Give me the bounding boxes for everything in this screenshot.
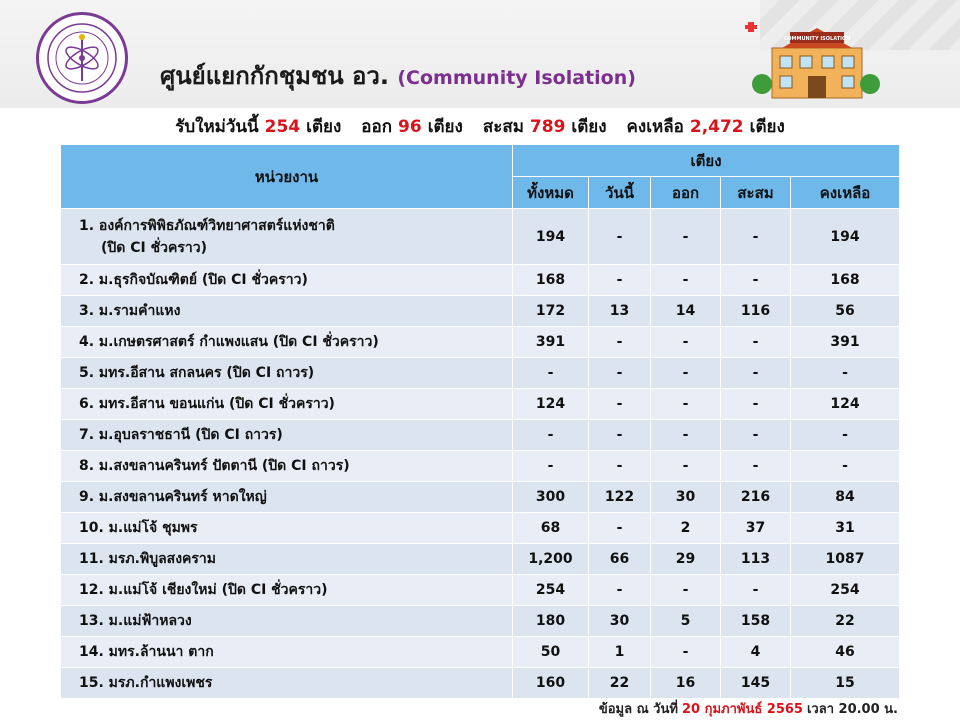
- table-row: [61, 606, 900, 637]
- table-row: [61, 513, 900, 544]
- cell-remain: 22: [791, 606, 900, 637]
- cell-remain: 168: [791, 265, 900, 296]
- cell-cum: -: [721, 451, 791, 482]
- cell-remain: 254: [791, 575, 900, 606]
- cell-today: -: [589, 451, 651, 482]
- header-out: ออก: [651, 177, 721, 209]
- cell-out: 14: [651, 296, 721, 327]
- cell-today: -: [589, 389, 651, 420]
- cell-remain: 391: [791, 327, 900, 358]
- cell-today: 1: [589, 637, 651, 668]
- cell-cum: -: [721, 358, 791, 389]
- page-title: [160, 56, 636, 94]
- cell-today: -: [589, 358, 651, 389]
- cell-total: -: [513, 451, 589, 482]
- cell-cum: 145: [721, 668, 791, 699]
- cell-today: -: [589, 575, 651, 606]
- cell-today: -: [589, 513, 651, 544]
- cell-remain: 194: [791, 209, 900, 265]
- cell-today: -: [589, 209, 651, 265]
- cell-today: -: [589, 265, 651, 296]
- summary-new: รับใหม่วันนี้ 254 เตียง: [175, 116, 342, 137]
- cell-remain: 46: [791, 637, 900, 668]
- cell-out: -: [651, 637, 721, 668]
- cell-out: -: [651, 420, 721, 451]
- cell-remain: 56: [791, 296, 900, 327]
- cell-cum: -: [721, 265, 791, 296]
- cell-cum: 158: [721, 606, 791, 637]
- cell-out: -: [651, 327, 721, 358]
- building-sign-text: COMMUNITY ISOLATION: [783, 36, 851, 42]
- cell-remain: 15: [791, 668, 900, 699]
- cell-out: 16: [651, 668, 721, 699]
- cell-out: 2: [651, 513, 721, 544]
- unit-name-cell: 8. ม.สงขลานครินทร์ ปัตตานี (ปิด CI ถาวร): [61, 451, 513, 482]
- unit-name-cell: 3. ม.รามคำแหง: [61, 296, 513, 327]
- cell-total: -: [513, 420, 589, 451]
- cell-today: 13: [589, 296, 651, 327]
- table-row: [61, 327, 900, 358]
- summary-bar: [62, 108, 898, 144]
- header-today: วันนี้: [589, 177, 651, 209]
- cell-today: 122: [589, 482, 651, 513]
- data-timestamp: ข้อมูล ณ วันที่ 20 กุมภาพันธ์ 2565 เวลา 20.00 น.: [598, 702, 898, 717]
- unit-name-cell: 14. มทร.ล้านนา ตาก: [61, 637, 513, 668]
- table-row: [61, 358, 900, 389]
- unit-name-cell: 13. ม.แม่ฟ้าหลวง: [61, 606, 513, 637]
- unit-name-cell: 11. มรภ.พิบูลสงคราม: [61, 544, 513, 575]
- cell-remain: 124: [791, 389, 900, 420]
- cell-cum: 216: [721, 482, 791, 513]
- cell-out: -: [651, 209, 721, 265]
- cell-total: 68: [513, 513, 589, 544]
- cell-today: 30: [589, 606, 651, 637]
- cell-cum: -: [721, 327, 791, 358]
- cell-remain: -: [791, 451, 900, 482]
- cell-today: 22: [589, 668, 651, 699]
- cell-out: 5: [651, 606, 721, 637]
- cell-total: 168: [513, 265, 589, 296]
- summary-remaining: คงเหลือ 2,472 เตียง: [626, 116, 785, 137]
- cell-out: -: [651, 451, 721, 482]
- cell-total: -: [513, 358, 589, 389]
- unit-name-cell: 12. ม.แม่โจ้ เชียงใหม่ (ปิด CI ชั่วคราว): [61, 575, 513, 606]
- unit-name-cell: 15. มรภ.กำแพงเพชร: [61, 668, 513, 699]
- cell-remain: -: [791, 358, 900, 389]
- cell-cum: -: [721, 420, 791, 451]
- cell-cum: -: [721, 389, 791, 420]
- header-remaining: คงเหลือ: [791, 177, 900, 209]
- cell-total: 180: [513, 606, 589, 637]
- cell-total: 1,200: [513, 544, 589, 575]
- cell-remain: 1087: [791, 544, 900, 575]
- table-row: [61, 209, 900, 265]
- cell-total: 50: [513, 637, 589, 668]
- table-row: [61, 451, 900, 482]
- cell-cum: 116: [721, 296, 791, 327]
- summary-out: ออก 96 เตียง: [361, 116, 463, 137]
- table-row: [61, 668, 900, 699]
- header-beds: เตียง: [513, 145, 900, 177]
- cell-remain: 31: [791, 513, 900, 544]
- header-total: ทั้งหมด: [513, 177, 589, 209]
- cell-cum: -: [721, 575, 791, 606]
- cell-remain: -: [791, 420, 900, 451]
- table-row: [61, 544, 900, 575]
- unit-name-cell: 6. มทร.อีสาน ขอนแก่น (ปิด CI ชั่วคราว): [61, 389, 513, 420]
- cell-out: -: [651, 389, 721, 420]
- cell-cum: 113: [721, 544, 791, 575]
- cell-total: 391: [513, 327, 589, 358]
- cell-out: 30: [651, 482, 721, 513]
- table-row: [61, 482, 900, 513]
- summary-cumulative: สะสม 789 เตียง: [482, 116, 607, 137]
- table-row: [61, 420, 900, 451]
- unit-name-cell: 4. ม.เกษตรศาสตร์ กำแพงแสน (ปิด CI ชั่วคราว): [61, 327, 513, 358]
- unit-name-cell: 10. ม.แม่โจ้ ชุมพร: [61, 513, 513, 544]
- unit-name-cell: 2. ม.ธุรกิจบัณฑิตย์ (ปิด CI ชั่วคราว): [61, 265, 513, 296]
- table-row: [61, 637, 900, 668]
- unit-name-cell: 7. ม.อุบลราชธานี (ปิด CI ถาวร): [61, 420, 513, 451]
- cell-out: -: [651, 358, 721, 389]
- title-thai: ศูนย์แยกกักชุมชน อว.: [160, 62, 389, 90]
- title-english: (Community Isolation): [397, 67, 636, 89]
- header-unit: หน่วยงาน: [61, 145, 513, 209]
- unit-name-cell: 9. ม.สงขลานครินทร์ หาดใหญ่: [61, 482, 513, 513]
- table-row: [61, 296, 900, 327]
- cell-cum: 4: [721, 637, 791, 668]
- cell-total: 124: [513, 389, 589, 420]
- cell-total: 172: [513, 296, 589, 327]
- cell-remain: 84: [791, 482, 900, 513]
- cell-total: 300: [513, 482, 589, 513]
- cell-total: 254: [513, 575, 589, 606]
- table-row: [61, 265, 900, 296]
- cell-total: 194: [513, 209, 589, 265]
- beds-table: [60, 144, 900, 699]
- cell-out: -: [651, 265, 721, 296]
- cell-today: 66: [589, 544, 651, 575]
- cell-out: 29: [651, 544, 721, 575]
- cell-total: 160: [513, 668, 589, 699]
- ministry-logo: [36, 12, 128, 104]
- table-row: [61, 575, 900, 606]
- cell-out: -: [651, 575, 721, 606]
- unit-name-cell: 1. องค์การพิพิธภัณฑ์วิทยาศาสตร์แห่งชาติ (ปิด CI ชั่วคราว): [61, 209, 513, 265]
- unit-name-cell: 5. มทร.อีสาน สกลนคร (ปิด CI ถาวร): [61, 358, 513, 389]
- header-cumulative: สะสม: [721, 177, 791, 209]
- cell-cum: -: [721, 209, 791, 265]
- cell-today: -: [589, 420, 651, 451]
- cell-today: -: [589, 327, 651, 358]
- cell-cum: 37: [721, 513, 791, 544]
- building-illustration: [742, 18, 882, 100]
- table-row: [61, 389, 900, 420]
